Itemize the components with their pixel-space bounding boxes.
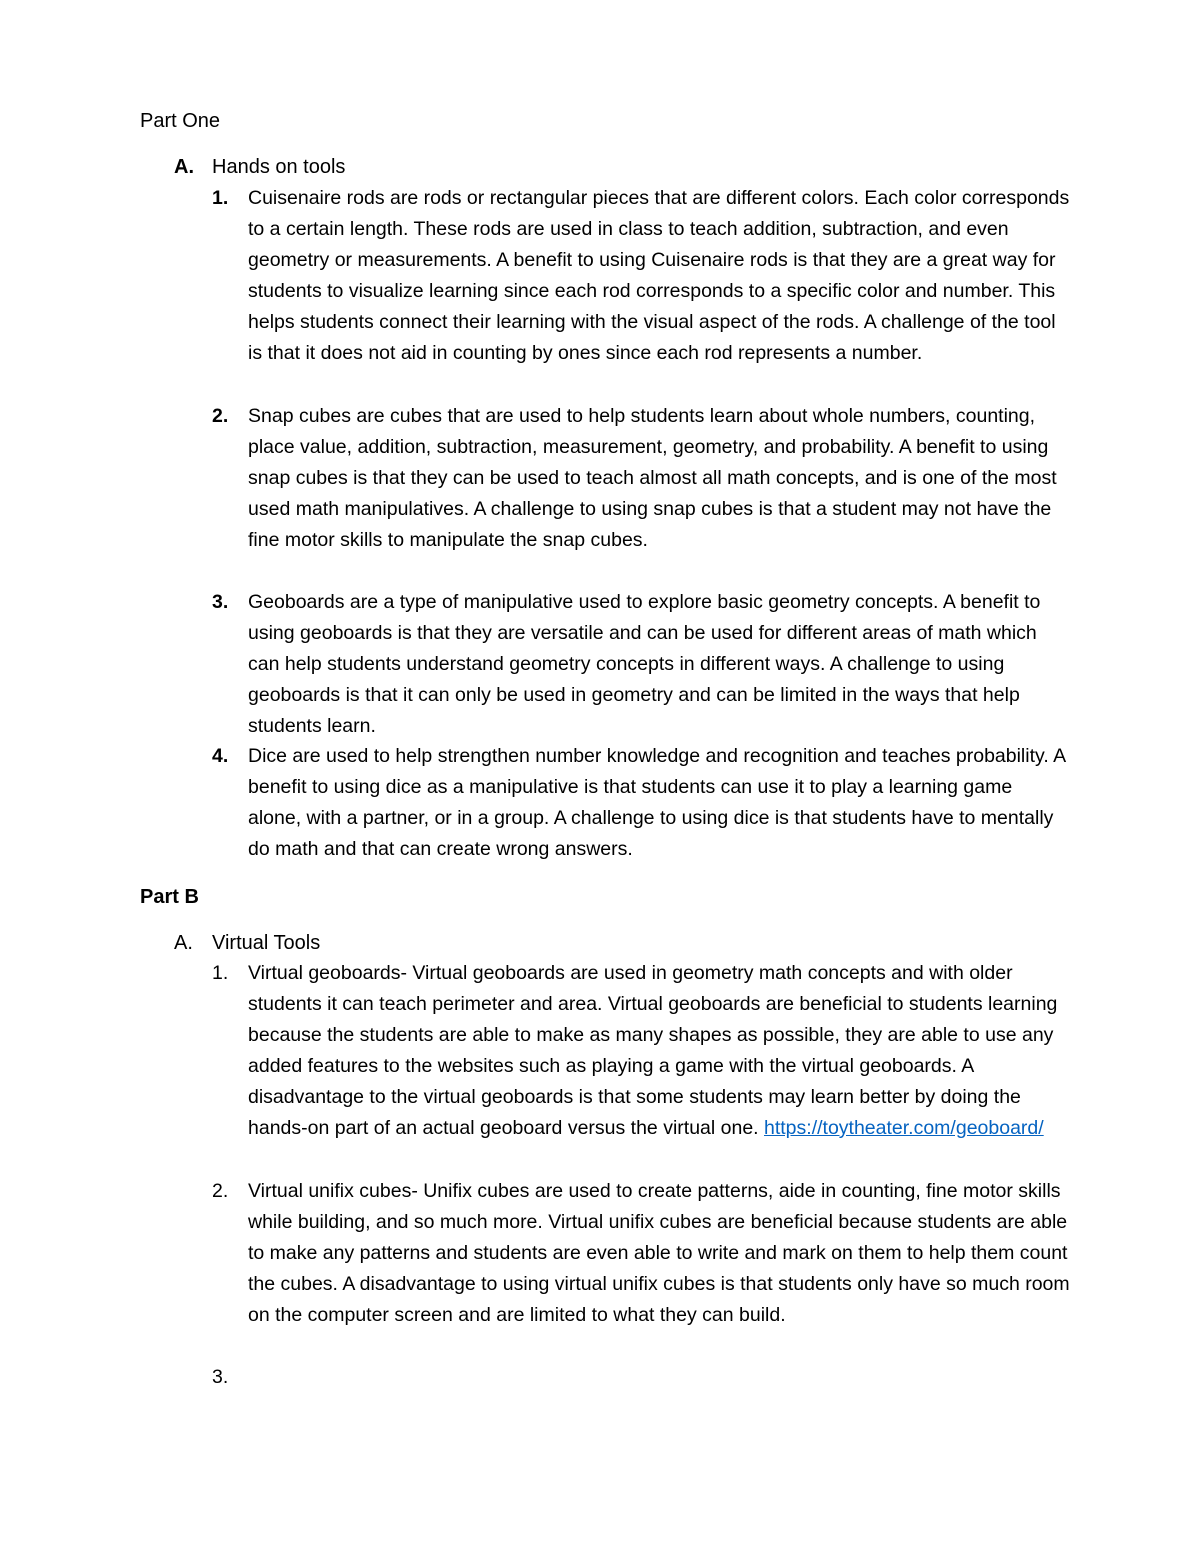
part-one-heading: Part One (140, 110, 221, 132)
list-item-text: Virtual unifix cubes- Unifix cubes are used to create patterns, aide in counting, fine motor skills while building, and so much more. Virtual unifix cubes are beneficial because students are able to make any patterns and students are even able to write and mark on them to help them count the cubes. A disadvantage to using virtual unifix cubes is that students only have so much room on the computer screen and are limited to what they can build. (248, 1180, 1070, 1326)
section-marker: A. (174, 156, 194, 178)
list-item-virtual-geoboards (212, 958, 1072, 1144)
list-item-text: Dice are used to help strengthen number knowledge and recognition and teaches probability. A benefit to using dice as a manipulative is that students can use it to play a learning game alone, with a partner, or in a group. A challenge to using dice is that students have to mentally do math and that can create wrong answers. (248, 745, 1066, 860)
part-b-section-heading (174, 931, 320, 955)
list-item-number: 2. (212, 405, 229, 427)
part-one-section-heading (174, 155, 345, 179)
list-item-text: Snap cubes are cubes that are used to help students learn about whole numbers, counting, place value, addition, subtraction, measurement, geometry, and probability. A benefit to using snap cubes is that they can be used to teach almost all math concepts, and is one of the most used math manipulatives. A challenge to using snap cubes is that a student may not have the fine motor skills to manipulate the snap cubes. (248, 405, 1057, 551)
list-item-number: 1. (212, 187, 229, 209)
list-item-snap-cubes (212, 401, 1072, 556)
list-item-number: 1. (212, 962, 229, 984)
section-label: Virtual Tools (212, 932, 321, 954)
list-item-body: Virtual geoboards- Virtual geoboards are used in geometry math concepts and with older students it can teach perimeter and area. Virtual geoboards are beneficial to students learning because the students are able to make as many shapes as possible, they are able to use any added features to the websites such as playing a game with the virtual geoboards. A disadvantage to the virtual geoboards is that some students may learn better by doing the hands-on part of an actual geoboard versus the virtual one. (248, 962, 1058, 1139)
list-item-virtual-unifix-cubes (212, 1176, 1072, 1331)
list-item-number: 2. (212, 1180, 229, 1202)
list-item-number: 3. (212, 1366, 229, 1388)
list-item-text: Geoboards are a type of manipulative used to explore basic geometry concepts. A benefit to using geoboards is that they are versatile and can be used for different areas of math which can help students understand geometry concepts in different ways. A challenge to using geoboards is that it can only be used in geometry and can be limited in the ways that help students learn. (248, 591, 1041, 737)
list-item-geoboards (212, 587, 1072, 742)
list-item-number: 4. (212, 745, 229, 767)
list-item-number: 3. (212, 591, 229, 613)
section-marker: A. (174, 932, 193, 954)
section-label: Hands on tools (212, 156, 346, 178)
toytheater-geoboard-link[interactable]: https://toytheater.com/geoboard/ (764, 1117, 1044, 1139)
list-item-dice (212, 741, 1072, 865)
list-item-text: Cuisenaire rods are rods or rectangular pieces that are different colors. Each color corresponds to a certain length. These rods are used in class to teach addition, subtraction, and even geometry or measurements. A benefit to using Cuisenaire rods is that they are a great way for students to visualize learning since each rod corresponds to a specific color and number. This helps students connect their learning with the visual aspect of the rods. A challenge of the tool is that it does not aid in counting by ones since each rod represents a number. (248, 187, 1070, 364)
list-item-cuisenaire-rods (212, 183, 1072, 369)
list-item-text (248, 958, 1070, 1144)
part-b-heading: Part B (140, 886, 199, 908)
